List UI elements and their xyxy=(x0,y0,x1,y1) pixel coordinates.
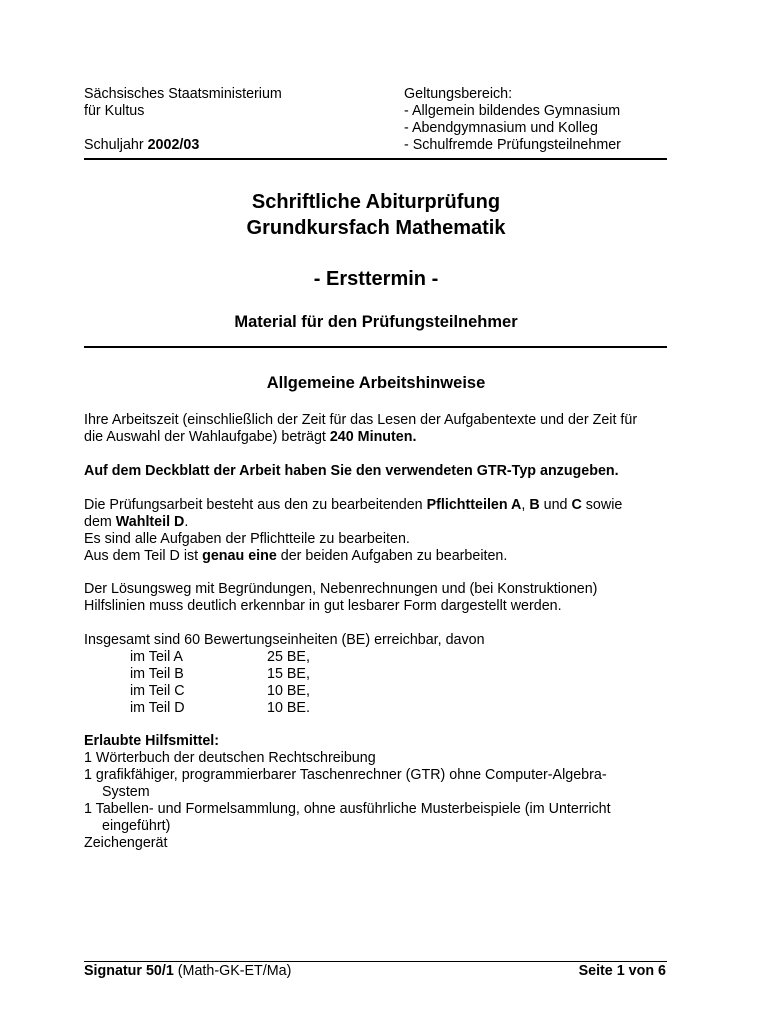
work-time-value: 240 Minuten. xyxy=(329,429,417,445)
points-row xyxy=(84,666,724,683)
points-part: im Teil B xyxy=(130,666,184,682)
part-d-label: Wahlteil D xyxy=(115,514,185,530)
work-time-text: die Auswahl der Wahlaufgabe) beträgt xyxy=(84,429,330,445)
structure-paragraph xyxy=(84,497,724,565)
points-part: im Teil C xyxy=(130,683,185,699)
ministry-line-2: für Kultus xyxy=(84,103,145,119)
footer-signature xyxy=(84,963,291,980)
school-year-label: Schuljahr xyxy=(84,137,144,153)
points-value: 10 BE, xyxy=(267,683,310,699)
aids-block xyxy=(84,733,724,852)
aid-item-3: 1 Tabellen- und Formelsammlung, ohne ausführliche Musterbeispiele (im Unterricht xyxy=(84,801,611,817)
scope-title: Geltungsbereich: xyxy=(404,86,513,102)
aid-item-1: 1 Wörterbuch der deutschen Rechtschreibung xyxy=(84,750,376,766)
scope-item-2: - Abendgymnasium und Kolleg xyxy=(404,120,598,136)
points-value: 15 BE, xyxy=(267,666,310,682)
points-value: 25 BE, xyxy=(267,649,310,665)
structure-line-2 xyxy=(84,514,724,531)
aid-item-4: Zeichengerät xyxy=(84,835,168,851)
points-row xyxy=(84,649,724,666)
points-value: 10 BE. xyxy=(267,700,310,716)
structure-text: Aus dem Teil D ist xyxy=(84,548,203,564)
exam-subject: Grundkursfach Mathematik xyxy=(246,217,506,239)
points-row xyxy=(84,700,724,717)
signature-code: Signatur 50/1 xyxy=(84,963,174,979)
aid-item-2-cont: System xyxy=(102,784,150,800)
structure-text: dem xyxy=(84,514,116,530)
structure-line-4 xyxy=(84,548,724,565)
title-rule xyxy=(84,346,667,348)
part-b-label: B xyxy=(529,497,540,513)
work-time-paragraph xyxy=(84,412,724,446)
exam-title: Schriftliche Abiturprüfung xyxy=(251,191,501,213)
points-intro: Insgesamt sind 60 Bewertungseinheiten (BE) erreichbar, davon xyxy=(84,632,485,648)
points-part: im Teil D xyxy=(130,700,185,716)
ministry-line-1: Sächsisches Staatsministerium xyxy=(84,86,282,102)
footer-rule xyxy=(84,961,667,962)
school-year-value: 2002/03 xyxy=(147,137,200,153)
separator: , xyxy=(521,497,530,513)
material-heading: Material für den Prüfungsteilnehmer xyxy=(234,313,518,331)
page-number: Seite 1 von 6 xyxy=(578,963,666,979)
work-time-line-2 xyxy=(84,429,724,446)
aid-item-3-cont: eingeführt) xyxy=(102,818,171,834)
exactly-one-label: genau eine xyxy=(202,548,277,564)
gtr-notice: Auf dem Deckblatt der Arbeit haben Sie den verwendeten GTR-Typ anzugeben. xyxy=(84,463,619,479)
separator: und xyxy=(539,497,572,513)
solution-paragraph xyxy=(84,581,724,615)
points-row xyxy=(84,683,724,700)
signature-detail: (Math-GK-ET/Ma) xyxy=(173,963,292,979)
structure-line-3: Es sind alle Aufgaben der Pflichtteile zu bearbeiten. xyxy=(84,531,410,547)
structure-text: der beiden Aufgaben zu bearbeiten. xyxy=(276,548,508,564)
school-year xyxy=(84,137,199,154)
section-heading: Allgemeine Arbeitshinweise xyxy=(266,374,486,392)
exam-term: - Ersttermin - xyxy=(313,268,439,290)
part-a-label: Pflichtteilen A xyxy=(426,497,522,513)
aid-item-2: 1 grafikfähiger, programmierbarer Taschenrechner (GTR) ohne Computer-Algebra- xyxy=(84,767,607,783)
header-rule xyxy=(84,158,667,160)
points-part: im Teil A xyxy=(130,649,183,665)
structure-text: . xyxy=(184,514,189,530)
solution-line-2: Hilfslinien muss deutlich erkennbar in gut lesbarer Form dargestellt werden. xyxy=(84,598,562,614)
structure-text: sowie xyxy=(581,497,623,513)
aids-heading: Erlaubte Hilfsmittel: xyxy=(84,733,220,749)
structure-line-1 xyxy=(84,497,724,514)
solution-line-1: Der Lösungsweg mit Begründungen, Nebenrechnungen und (bei Konstruktionen) xyxy=(84,581,598,597)
work-time-line-1: Ihre Arbeitszeit (einschließlich der Zeit für das Lesen der Aufgabentexte und der Zeit für xyxy=(84,412,638,428)
part-c-label: C xyxy=(571,497,582,513)
points-block xyxy=(84,632,724,717)
structure-text: Die Prüfungsarbeit besteht aus den zu bearbeitenden xyxy=(84,497,427,513)
scope-item-3: - Schulfremde Prüfungsteilnehmer xyxy=(404,137,621,153)
scope-item-1: - Allgemein bildendes Gymnasium xyxy=(404,103,621,119)
